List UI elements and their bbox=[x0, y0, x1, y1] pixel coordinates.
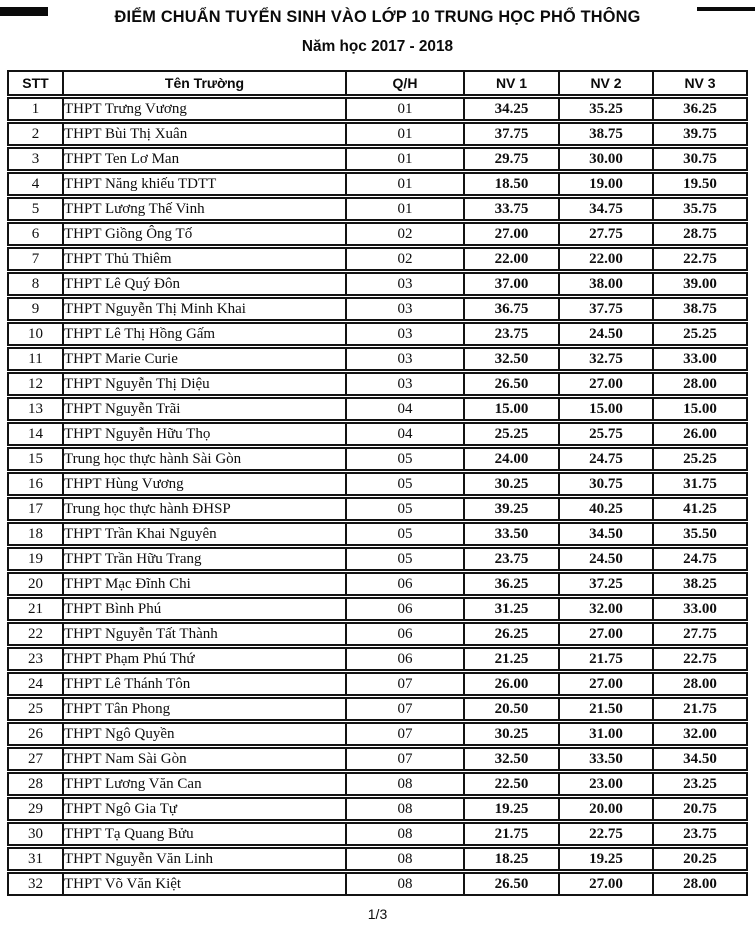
table-row bbox=[7, 772, 748, 796]
cell-nv1: 21.75 bbox=[463, 822, 558, 846]
cell-district: 03 bbox=[345, 297, 463, 321]
cell-stt: 32 bbox=[7, 872, 62, 896]
cell-district: 03 bbox=[345, 372, 463, 396]
cell-school-name: Trung học thực hành Sài Gòn bbox=[62, 447, 345, 471]
cell-district: 01 bbox=[345, 147, 463, 171]
cell-district: 03 bbox=[345, 322, 463, 346]
cell-nv1: 24.00 bbox=[463, 447, 558, 471]
cell-nv2: 27.00 bbox=[558, 872, 652, 896]
column-header-nv1: NV 1 bbox=[463, 70, 558, 96]
cell-nv3: 33.00 bbox=[652, 597, 748, 621]
cell-nv3: 28.75 bbox=[652, 222, 748, 246]
table-row bbox=[7, 847, 748, 871]
cell-school-name: THPT Marie Curie bbox=[62, 347, 345, 371]
cell-district: 03 bbox=[345, 347, 463, 371]
table-row bbox=[7, 497, 748, 521]
table-row bbox=[7, 472, 748, 496]
cell-district: 08 bbox=[345, 822, 463, 846]
cell-nv3: 33.00 bbox=[652, 347, 748, 371]
cell-district: 07 bbox=[345, 672, 463, 696]
cell-nv3: 35.50 bbox=[652, 522, 748, 546]
cell-nv2: 21.50 bbox=[558, 697, 652, 721]
cell-stt: 15 bbox=[7, 447, 62, 471]
cell-district: 05 bbox=[345, 472, 463, 496]
table-row bbox=[7, 197, 748, 221]
cell-nv3: 24.75 bbox=[652, 547, 748, 571]
cell-stt: 27 bbox=[7, 747, 62, 771]
cell-school-name: THPT Nam Sài Gòn bbox=[62, 747, 345, 771]
cell-nv3: 20.75 bbox=[652, 797, 748, 821]
cell-school-name: THPT Ngô Gia Tự bbox=[62, 797, 345, 821]
cell-school-name: THPT Võ Văn Kiệt bbox=[62, 872, 345, 896]
cell-stt: 5 bbox=[7, 197, 62, 221]
cell-nv1: 19.25 bbox=[463, 797, 558, 821]
page-number: 1/3 bbox=[367, 906, 388, 922]
cell-stt: 7 bbox=[7, 247, 62, 271]
cell-stt: 21 bbox=[7, 597, 62, 621]
cell-district: 02 bbox=[345, 247, 463, 271]
cell-stt: 20 bbox=[7, 572, 62, 596]
cell-district: 08 bbox=[345, 797, 463, 821]
cell-stt: 8 bbox=[7, 272, 62, 296]
cell-school-name: THPT Nguyễn Tất Thành bbox=[62, 622, 345, 646]
cell-district: 01 bbox=[345, 97, 463, 121]
cell-nv2: 40.25 bbox=[558, 497, 652, 521]
cell-stt: 22 bbox=[7, 622, 62, 646]
table-header-row bbox=[7, 70, 748, 96]
cell-stt: 25 bbox=[7, 697, 62, 721]
cell-nv3: 38.25 bbox=[652, 572, 748, 596]
cell-district: 03 bbox=[345, 272, 463, 296]
cell-nv3: 25.25 bbox=[652, 322, 748, 346]
cell-nv2: 20.00 bbox=[558, 797, 652, 821]
cell-nv3: 36.25 bbox=[652, 97, 748, 121]
cell-school-name: THPT Giồng Ông Tố bbox=[62, 222, 345, 246]
cell-nv2: 30.75 bbox=[558, 472, 652, 496]
cell-nv2: 31.00 bbox=[558, 722, 652, 746]
table-row bbox=[7, 597, 748, 621]
table-row bbox=[7, 172, 748, 196]
cell-nv1: 33.50 bbox=[463, 522, 558, 546]
cell-district: 05 bbox=[345, 522, 463, 546]
table-row bbox=[7, 372, 748, 396]
cell-nv2: 27.00 bbox=[558, 672, 652, 696]
cell-nv1: 26.25 bbox=[463, 622, 558, 646]
cell-district: 01 bbox=[345, 172, 463, 196]
cell-nv2: 38.00 bbox=[558, 272, 652, 296]
cell-nv2: 27.75 bbox=[558, 222, 652, 246]
cell-district: 06 bbox=[345, 647, 463, 671]
table-row bbox=[7, 647, 748, 671]
cell-school-name: THPT Ngô Quyền bbox=[62, 722, 345, 746]
cell-nv3: 23.25 bbox=[652, 772, 748, 796]
cell-district: 05 bbox=[345, 447, 463, 471]
cell-nv1: 23.75 bbox=[463, 322, 558, 346]
cell-nv1: 31.25 bbox=[463, 597, 558, 621]
cell-nv1: 21.25 bbox=[463, 647, 558, 671]
cell-nv1: 33.75 bbox=[463, 197, 558, 221]
cell-stt: 26 bbox=[7, 722, 62, 746]
cell-stt: 10 bbox=[7, 322, 62, 346]
cell-nv2: 37.25 bbox=[558, 572, 652, 596]
cell-nv1: 29.75 bbox=[463, 147, 558, 171]
cell-nv2: 27.00 bbox=[558, 372, 652, 396]
cell-nv2: 38.75 bbox=[558, 122, 652, 146]
cell-nv2: 37.75 bbox=[558, 297, 652, 321]
cell-district: 08 bbox=[345, 847, 463, 871]
cell-nv1: 15.00 bbox=[463, 397, 558, 421]
cell-nv3: 20.25 bbox=[652, 847, 748, 871]
cell-nv3: 39.75 bbox=[652, 122, 748, 146]
cell-school-name: THPT Trần Hữu Trang bbox=[62, 547, 345, 571]
column-header-nv3: NV 3 bbox=[652, 70, 748, 96]
column-header-stt: STT bbox=[7, 70, 62, 96]
table-row bbox=[7, 822, 748, 846]
cell-stt: 14 bbox=[7, 422, 62, 446]
cell-nv2: 24.50 bbox=[558, 322, 652, 346]
cell-nv2: 27.00 bbox=[558, 622, 652, 646]
column-header-nv2: NV 2 bbox=[558, 70, 652, 96]
scores-table bbox=[7, 69, 748, 897]
cell-nv3: 23.75 bbox=[652, 822, 748, 846]
cell-stt: 17 bbox=[7, 497, 62, 521]
cell-district: 06 bbox=[345, 572, 463, 596]
cell-nv1: 36.75 bbox=[463, 297, 558, 321]
cell-nv3: 28.00 bbox=[652, 872, 748, 896]
cell-school-name: THPT Nguyễn Thị Diệu bbox=[62, 372, 345, 396]
cell-stt: 24 bbox=[7, 672, 62, 696]
cell-nv3: 19.50 bbox=[652, 172, 748, 196]
cell-school-name: THPT Nguyễn Văn Linh bbox=[62, 847, 345, 871]
cell-nv1: 34.25 bbox=[463, 97, 558, 121]
cell-nv1: 20.50 bbox=[463, 697, 558, 721]
cell-nv3: 26.00 bbox=[652, 422, 748, 446]
table-row bbox=[7, 122, 748, 146]
cell-nv2: 32.75 bbox=[558, 347, 652, 371]
cell-nv2: 22.00 bbox=[558, 247, 652, 271]
cell-nv1: 27.00 bbox=[463, 222, 558, 246]
cell-nv1: 25.25 bbox=[463, 422, 558, 446]
cell-nv2: 24.75 bbox=[558, 447, 652, 471]
cell-school-name: THPT Phạm Phú Thứ bbox=[62, 647, 345, 671]
cell-district: 04 bbox=[345, 397, 463, 421]
table-row bbox=[7, 797, 748, 821]
cell-stt: 29 bbox=[7, 797, 62, 821]
cell-stt: 31 bbox=[7, 847, 62, 871]
cell-district: 05 bbox=[345, 547, 463, 571]
cell-stt: 23 bbox=[7, 647, 62, 671]
cell-district: 08 bbox=[345, 772, 463, 796]
table-row bbox=[7, 522, 748, 546]
cell-district: 07 bbox=[345, 722, 463, 746]
cell-school-name: THPT Năng khiếu TDTT bbox=[62, 172, 345, 196]
table-row bbox=[7, 622, 748, 646]
cell-nv3: 27.75 bbox=[652, 622, 748, 646]
cell-nv3: 38.75 bbox=[652, 297, 748, 321]
cell-district: 05 bbox=[345, 497, 463, 521]
cell-nv3: 35.75 bbox=[652, 197, 748, 221]
cell-nv3: 22.75 bbox=[652, 247, 748, 271]
cell-stt: 30 bbox=[7, 822, 62, 846]
table-row bbox=[7, 247, 748, 271]
cell-nv1: 39.25 bbox=[463, 497, 558, 521]
cell-school-name: THPT Tạ Quang Bửu bbox=[62, 822, 345, 846]
cell-stt: 28 bbox=[7, 772, 62, 796]
column-header-district: Q/H bbox=[345, 70, 463, 96]
cell-school-name: THPT Nguyễn Thị Minh Khai bbox=[62, 297, 345, 321]
cell-stt: 2 bbox=[7, 122, 62, 146]
cell-stt: 4 bbox=[7, 172, 62, 196]
cell-stt: 13 bbox=[7, 397, 62, 421]
cell-nv1: 37.75 bbox=[463, 122, 558, 146]
table-body bbox=[7, 97, 748, 896]
cell-school-name: THPT Bùi Thị Xuân bbox=[62, 122, 345, 146]
cell-stt: 11 bbox=[7, 347, 62, 371]
cell-nv3: 34.50 bbox=[652, 747, 748, 771]
table-row bbox=[7, 547, 748, 571]
cell-school-name: THPT Thủ Thiêm bbox=[62, 247, 345, 271]
cell-nv1: 18.50 bbox=[463, 172, 558, 196]
cell-nv1: 32.50 bbox=[463, 347, 558, 371]
cell-nv2: 19.00 bbox=[558, 172, 652, 196]
cell-nv1: 26.50 bbox=[463, 872, 558, 896]
cell-nv2: 24.50 bbox=[558, 547, 652, 571]
cell-nv3: 39.00 bbox=[652, 272, 748, 296]
cell-school-name: Trung học thực hành ĐHSP bbox=[62, 497, 345, 521]
cell-stt: 18 bbox=[7, 522, 62, 546]
cell-district: 06 bbox=[345, 597, 463, 621]
cell-stt: 12 bbox=[7, 372, 62, 396]
table-row bbox=[7, 147, 748, 171]
cell-nv3: 15.00 bbox=[652, 397, 748, 421]
table-row bbox=[7, 697, 748, 721]
table-row bbox=[7, 97, 748, 121]
cell-nv1: 30.25 bbox=[463, 722, 558, 746]
cell-nv2: 30.00 bbox=[558, 147, 652, 171]
table-row bbox=[7, 872, 748, 896]
cell-school-name: THPT Lê Quý Đôn bbox=[62, 272, 345, 296]
table-row bbox=[7, 297, 748, 321]
cell-nv2: 25.75 bbox=[558, 422, 652, 446]
cell-district: 01 bbox=[345, 122, 463, 146]
cell-nv1: 36.25 bbox=[463, 572, 558, 596]
cell-nv3: 32.00 bbox=[652, 722, 748, 746]
cell-stt: 16 bbox=[7, 472, 62, 496]
cell-school-name: THPT Bình Phú bbox=[62, 597, 345, 621]
cell-district: 06 bbox=[345, 622, 463, 646]
cell-stt: 19 bbox=[7, 547, 62, 571]
cell-stt: 3 bbox=[7, 147, 62, 171]
cell-nv3: 22.75 bbox=[652, 647, 748, 671]
cell-school-name: THPT Trần Khai Nguyên bbox=[62, 522, 345, 546]
cell-nv2: 35.25 bbox=[558, 97, 652, 121]
table-row bbox=[7, 447, 748, 471]
cell-stt: 9 bbox=[7, 297, 62, 321]
cell-nv3: 28.00 bbox=[652, 672, 748, 696]
cell-nv1: 26.00 bbox=[463, 672, 558, 696]
cell-nv1: 37.00 bbox=[463, 272, 558, 296]
cell-school-name: THPT Lương Thế Vinh bbox=[62, 197, 345, 221]
cell-district: 01 bbox=[345, 197, 463, 221]
cell-district: 07 bbox=[345, 697, 463, 721]
cell-school-name: THPT Lê Thị Hồng Gấm bbox=[62, 322, 345, 346]
cell-school-name: THPT Hùng Vương bbox=[62, 472, 345, 496]
column-header-school: Tên Trường bbox=[62, 70, 345, 96]
cell-nv1: 30.25 bbox=[463, 472, 558, 496]
table-row bbox=[7, 272, 748, 296]
table-row bbox=[7, 347, 748, 371]
cell-nv2: 15.00 bbox=[558, 397, 652, 421]
cell-nv2: 23.00 bbox=[558, 772, 652, 796]
cell-nv2: 19.25 bbox=[558, 847, 652, 871]
cell-nv2: 21.75 bbox=[558, 647, 652, 671]
table-row bbox=[7, 422, 748, 446]
cell-nv1: 23.75 bbox=[463, 547, 558, 571]
cell-nv3: 28.00 bbox=[652, 372, 748, 396]
cell-school-name: THPT Mạc Đĩnh Chi bbox=[62, 572, 345, 596]
cell-nv2: 33.50 bbox=[558, 747, 652, 771]
page-subtitle: Năm học 2017 - 2018 bbox=[301, 38, 454, 55]
cell-nv3: 31.75 bbox=[652, 472, 748, 496]
cell-nv3: 21.75 bbox=[652, 697, 748, 721]
cell-nv3: 41.25 bbox=[652, 497, 748, 521]
cell-district: 04 bbox=[345, 422, 463, 446]
table-row bbox=[7, 747, 748, 771]
cell-school-name: THPT Trưng Vương bbox=[62, 97, 345, 121]
table-row bbox=[7, 222, 748, 246]
cell-nv2: 34.75 bbox=[558, 197, 652, 221]
cell-school-name: THPT Nguyễn Hữu Thọ bbox=[62, 422, 345, 446]
cell-nv2: 34.50 bbox=[558, 522, 652, 546]
table-row bbox=[7, 672, 748, 696]
table-row bbox=[7, 572, 748, 596]
cell-nv2: 32.00 bbox=[558, 597, 652, 621]
table-row bbox=[7, 322, 748, 346]
cell-nv3: 30.75 bbox=[652, 147, 748, 171]
cell-nv1: 22.00 bbox=[463, 247, 558, 271]
cell-school-name: THPT Tân Phong bbox=[62, 697, 345, 721]
cell-school-name: THPT Nguyễn Trãi bbox=[62, 397, 345, 421]
cell-nv1: 22.50 bbox=[463, 772, 558, 796]
cell-nv1: 26.50 bbox=[463, 372, 558, 396]
cell-nv2: 22.75 bbox=[558, 822, 652, 846]
cell-school-name: THPT Lê Thánh Tôn bbox=[62, 672, 345, 696]
cell-district: 08 bbox=[345, 872, 463, 896]
cell-school-name: THPT Ten Lơ Man bbox=[62, 147, 345, 171]
table-row bbox=[7, 722, 748, 746]
cell-nv1: 18.25 bbox=[463, 847, 558, 871]
cell-nv3: 25.25 bbox=[652, 447, 748, 471]
table-row bbox=[7, 397, 748, 421]
page-title: ĐIỂM CHUẨN TUYỂN SINH VÀO LỚP 10 TRUNG HỌC PHỔ THÔNG bbox=[114, 7, 641, 26]
cell-stt: 1 bbox=[7, 97, 62, 121]
cell-school-name: THPT Lương Văn Can bbox=[62, 772, 345, 796]
cell-stt: 6 bbox=[7, 222, 62, 246]
cell-nv1: 32.50 bbox=[463, 747, 558, 771]
cell-district: 07 bbox=[345, 747, 463, 771]
cell-district: 02 bbox=[345, 222, 463, 246]
